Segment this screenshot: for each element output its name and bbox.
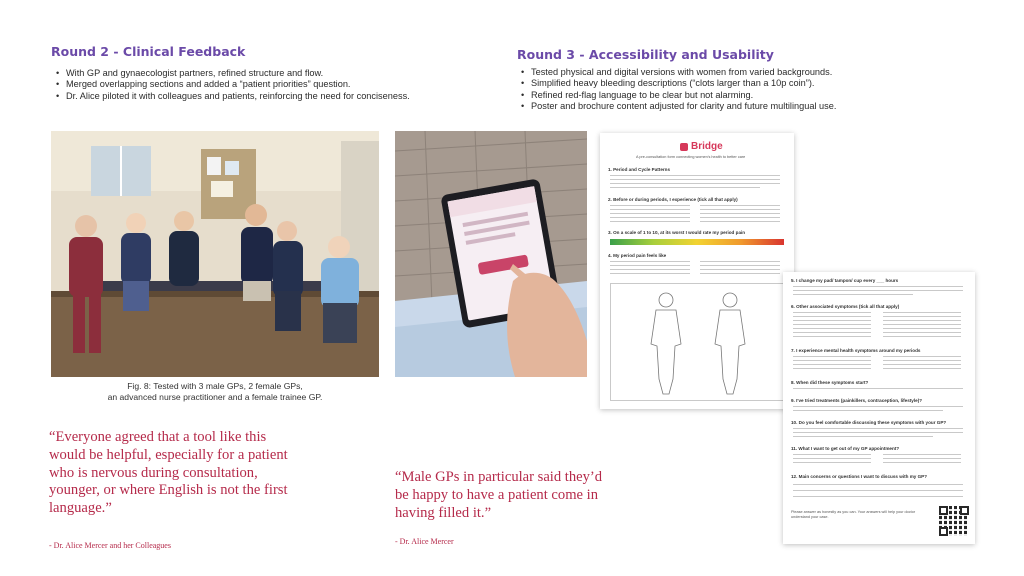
- quote-male-gps: [395, 469, 665, 522]
- quote-attribution-colleagues: - Dr. Alice Mercer and her Colleagues: [49, 541, 171, 550]
- quote-line: be happy to have a patient come in: [395, 486, 599, 503]
- caption-line: Fig. 8: Tested with 3 male GPs, 2 female GPs,: [127, 381, 303, 391]
- form-section-heading: 12. Main concerns or questions I want to discuss with my GP?: [791, 474, 928, 479]
- form-section-heading: 6. Other associated symptoms (tick all that apply): [791, 304, 900, 309]
- quote-line: “Male GPs in particular said they’d: [395, 469, 603, 485]
- bridge-logo: [680, 141, 723, 152]
- group-photo: [51, 131, 379, 377]
- form-section-heading: 11. What I want to get out of my GP appointment?: [791, 446, 900, 451]
- form-subtitle: A pre-consultation form connecting women's health to better care: [636, 155, 746, 159]
- qr-code-icon: [939, 506, 969, 536]
- quote-attribution-alice: - Dr. Alice Mercer: [395, 537, 454, 546]
- round2-bullet: • With GP and gynaecologist partners, refined structure and flow.: [56, 68, 486, 79]
- quote-everyone-agreed: [49, 429, 394, 518]
- round2-bullet: • Dr. Alice piloted it with colleagues and patients, reinforcing the need for conciseness.: [56, 91, 486, 102]
- form-section-heading: 4. My period pain feels like: [608, 253, 667, 258]
- tablet-photo: [395, 131, 587, 377]
- round3-bullet: • Refined red-flag language to be clear but not alarming.: [521, 90, 941, 101]
- bridge-brand-name: Bridge: [691, 141, 723, 152]
- round2-bullet-list: [56, 68, 486, 102]
- quote-line: who is nervous during consultation,: [49, 464, 258, 481]
- quote-line: having filled it.”: [395, 504, 492, 521]
- round2-title: Round 2 - Clinical Feedback: [51, 44, 246, 59]
- form-section-heading: 3. On a scale of 1 to 10, at its worst I would rate my period pain: [608, 230, 746, 235]
- quote-line: language.”: [49, 500, 112, 517]
- bridge-form-page-2: [783, 272, 975, 544]
- round3-bullet-list: [521, 67, 941, 113]
- form-section-heading: 1. Period and Cycle Patterns: [608, 167, 671, 172]
- photo-caption: [51, 381, 379, 403]
- body-diagram: [610, 283, 784, 401]
- body-outline-icon: [611, 284, 785, 402]
- caption-line: an advanced nurse practitioner and a female trainee GP.: [107, 392, 323, 402]
- form-section-heading: 2. Before or during periods, I experience (tick all that apply): [608, 197, 738, 202]
- tablet-photo-image: [395, 131, 587, 377]
- quote-line: younger, or where English is not the first: [49, 482, 288, 499]
- group-photo-image: [51, 131, 379, 377]
- form-section-heading: 7. I experience mental health symptoms around my periods: [791, 348, 921, 353]
- form-section-heading: 10. Do you feel comfortable discussing these symptoms with your GP?: [791, 420, 947, 425]
- form-footer-note: Please answer as honestly as you can. Your answers will help your doctor understand your case.: [791, 510, 916, 519]
- round3-bullet: • Simplified heavy bleeding descriptions (“clots larger than a 10p coin”).: [521, 78, 941, 89]
- quote-line: would be helpful, especially for a patient: [49, 446, 288, 463]
- form-section-heading: 5. I change my pad/ tampon/ cup every ___ hours: [791, 278, 899, 283]
- quote-line: “Everyone agreed that a tool like this: [49, 429, 267, 445]
- round3-bullet: • Poster and brochure content adjusted for clarity and future multilingual use.: [521, 101, 941, 112]
- bridge-logo-icon: [680, 143, 688, 151]
- round2-bullet: • Merged overlapping sections and added a “patient priorities” question.: [56, 79, 486, 90]
- pain-scale-bar: [610, 239, 784, 245]
- bridge-form-page-1: [600, 133, 794, 409]
- round3-title: Round 3 - Accessibility and Usability: [517, 47, 774, 62]
- form-section-heading: 9. I've tried treatments (painkillers, contraception, lifestyle)?: [791, 398, 923, 403]
- round3-bullet: • Tested physical and digital versions with women from varied backgrounds.: [521, 67, 941, 78]
- form-section-heading: 8. When did these symptoms start?: [791, 380, 869, 385]
